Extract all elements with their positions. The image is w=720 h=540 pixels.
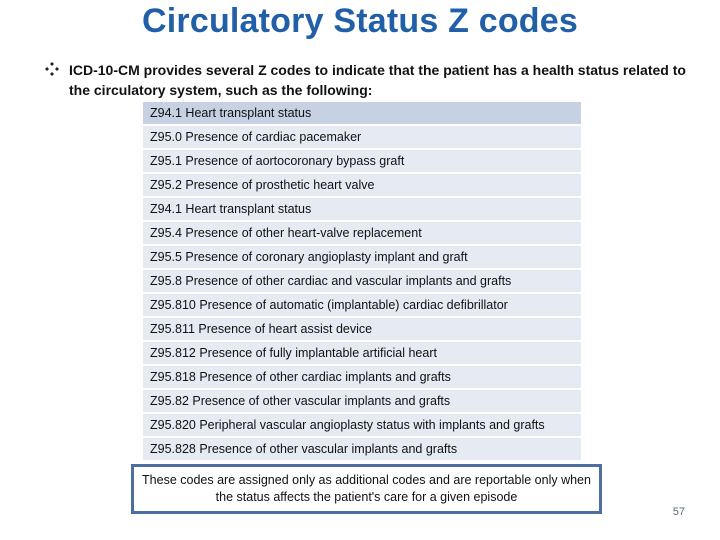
table-row: Z95.2 Presence of prosthetic heart valve — [143, 174, 581, 196]
note-box: These codes are assigned only as additional codes and are reportable only when the status affects the patient's care for a given episode — [131, 464, 602, 514]
table-row: Z95.82 Presence of other vascular implants and grafts — [143, 390, 581, 412]
diamond-bullet-icon — [44, 61, 60, 77]
table-row: Z95.820 Peripheral vascular angioplasty status with implants and grafts — [143, 414, 581, 436]
page-number: 57 — [672, 506, 685, 518]
table-row: Z95.8 Presence of other cardiac and vascular implants and grafts — [143, 270, 581, 292]
table-row: Z95.811 Presence of heart assist device — [143, 318, 581, 340]
table-row: Z95.1 Presence of aortocoronary bypass graft — [143, 150, 581, 172]
table-row: Z95.5 Presence of coronary angioplasty implant and graft — [143, 246, 581, 268]
slide-title: Circulatory Status Z codes — [142, 2, 578, 40]
table-row: Z95.810 Presence of automatic (implantable) cardiac defibrillator — [143, 294, 581, 316]
code-table — [143, 102, 581, 462]
table-row: Z95.0 Presence of cardiac pacemaker — [143, 126, 581, 148]
table-row: Z95.818 Presence of other cardiac implants and grafts — [143, 366, 581, 388]
table-row: Z95.828 Presence of other vascular implants and grafts — [143, 438, 581, 460]
intro-text: ICD-10-CM provides several Z codes to indicate that the patient has a health status related to the circulatory system, such as the following: — [69, 62, 686, 98]
table-row: Z95.4 Presence of other heart-valve replacement — [143, 222, 581, 244]
table-row: Z95.812 Presence of fully implantable artificial heart — [143, 342, 581, 364]
table-row: Z94.1 Heart transplant status — [143, 198, 581, 220]
table-row: Z94.1 Heart transplant status — [143, 102, 581, 124]
